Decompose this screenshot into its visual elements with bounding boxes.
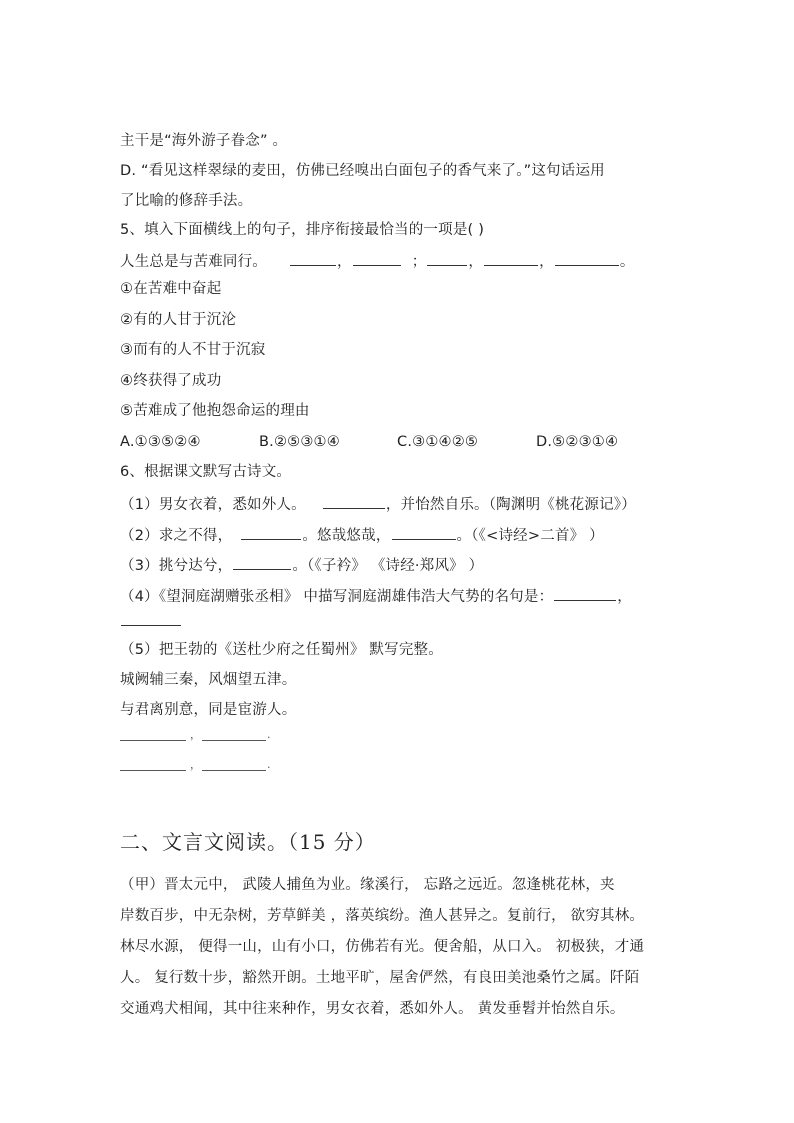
question-text: （3）挑兮达兮， (120, 558, 233, 574)
question-text: （1）男女衣着，悉如外人。 (120, 497, 306, 513)
period: . (267, 758, 271, 771)
answer-blank[interactable] (427, 250, 467, 266)
option-4: ④终获得了成功 (120, 373, 222, 389)
passage-line: 人。 复行数十步，豁然开朗。土地平旷，屋舍俨然，有良田美池桑竹之属。阡陌 (120, 970, 640, 986)
question-6: 6、根据课文默写古诗文。 (120, 464, 292, 480)
answer-blank[interactable] (353, 250, 401, 266)
poem-line-2: 与君离别意，同是宦游人。 (120, 702, 297, 718)
question-text: 。（《<诗经>二首》 ） (456, 528, 604, 544)
answer-blank[interactable] (202, 727, 266, 741)
comma: ， (468, 254, 484, 270)
period: . (267, 728, 271, 741)
passage-line: （甲）晋太元中， 武陵人捕鱼为业。缘溪行， 忘路之远近。忽逢桃花林，夹 (120, 877, 615, 893)
comma: ， (617, 589, 632, 605)
answer-blank[interactable] (121, 610, 181, 626)
question-5: 5、填入下面横线上的句子，排序衔接最恰当的一项是( ) (120, 222, 485, 238)
question-text: 。（《子衿》 《诗经·郑风》 ） (292, 558, 484, 574)
text-line: 主干是“海外游子眷念” 。 (120, 133, 288, 149)
passage-line: 交通鸡犬相闻，其中往来种作，男女衣着，悉如外人。 黄发垂髫并怡然自乐。 (120, 1001, 625, 1017)
question-6-4 (120, 585, 632, 607)
poem-blank-row (120, 757, 280, 771)
choice-d[interactable]: D.⑤②③①④ (536, 434, 619, 450)
answer-blank[interactable] (484, 250, 538, 266)
passage-line: 林尽水源， 便得一山，山有小口，仿佛若有光。便舍船，从口入。 初极狭，才通 (120, 939, 645, 955)
option-d-line: D. “看见这样翠绿的麦田，仿佛已经嗅出白面包子的香气来了。”这句话运用 (120, 163, 605, 179)
answer-blank[interactable] (392, 524, 456, 540)
answer-blank[interactable] (241, 524, 301, 540)
poem-line-1: 城阙辅三秦，风烟望五津。 (120, 672, 297, 688)
answer-blank[interactable] (290, 250, 336, 266)
text-line: 了比喻的修辞手法。 (120, 193, 253, 209)
option-5: ⑤苦难成了他抱怨命运的理由 (120, 403, 310, 419)
question-text: （2）求之不得， (120, 528, 233, 544)
question-6-4-cont (120, 610, 182, 632)
comma: ， (337, 254, 352, 270)
answer-blank[interactable] (233, 554, 291, 570)
question-5-lead: 人生总是与苦难同行。 ， ； ， ， 。 (120, 250, 635, 272)
poem-blank-row (120, 727, 280, 741)
comma: ， (190, 728, 201, 741)
answer-blank[interactable] (554, 585, 616, 601)
answer-blank[interactable] (323, 493, 385, 509)
comma: ， (539, 254, 554, 270)
choice-a[interactable]: A.①③⑤②④ (120, 434, 201, 450)
question-6-2 (120, 524, 604, 546)
lead-text: 人生总是与苦难同行。 (120, 254, 267, 270)
option-3: ③而有的人不甘于沉寂 (120, 342, 266, 358)
answer-blank[interactable] (555, 250, 619, 266)
answer-blank[interactable] (120, 757, 186, 771)
option-2: ②有的人甘于沉沦 (120, 312, 237, 328)
question-text: 。悠哉悠哉， (302, 528, 391, 544)
passage-line: 岸数百步，中无杂树，芳草鲜美 ，落英缤纷。渔人甚异之。复前行， 欲穷其林。 (120, 908, 645, 924)
question-text: （4）《望洞庭湖赠张丞相》 中描写洞庭湖雄伟浩大气势的名句是： (120, 589, 554, 605)
answer-blank[interactable] (202, 757, 266, 771)
choice-b[interactable]: B.②⑤③①④ (259, 434, 340, 450)
question-6-3 (120, 554, 483, 576)
section-2-title: 二、文言文阅读。（15 分） (120, 830, 376, 854)
question-text: ，并怡然自乐。（陶渊明《桃花源记》） (385, 497, 636, 513)
answer-blank[interactable] (120, 727, 186, 741)
question-6-5: （5）把王勃的《送杜少府之任蜀州》 默写完整。 (120, 642, 443, 658)
choice-c[interactable]: C.③①④②⑤ (397, 434, 479, 450)
comma: ， (190, 758, 201, 771)
question-6-1 (120, 493, 636, 515)
option-1: ①在苦难中奋起 (120, 281, 222, 297)
